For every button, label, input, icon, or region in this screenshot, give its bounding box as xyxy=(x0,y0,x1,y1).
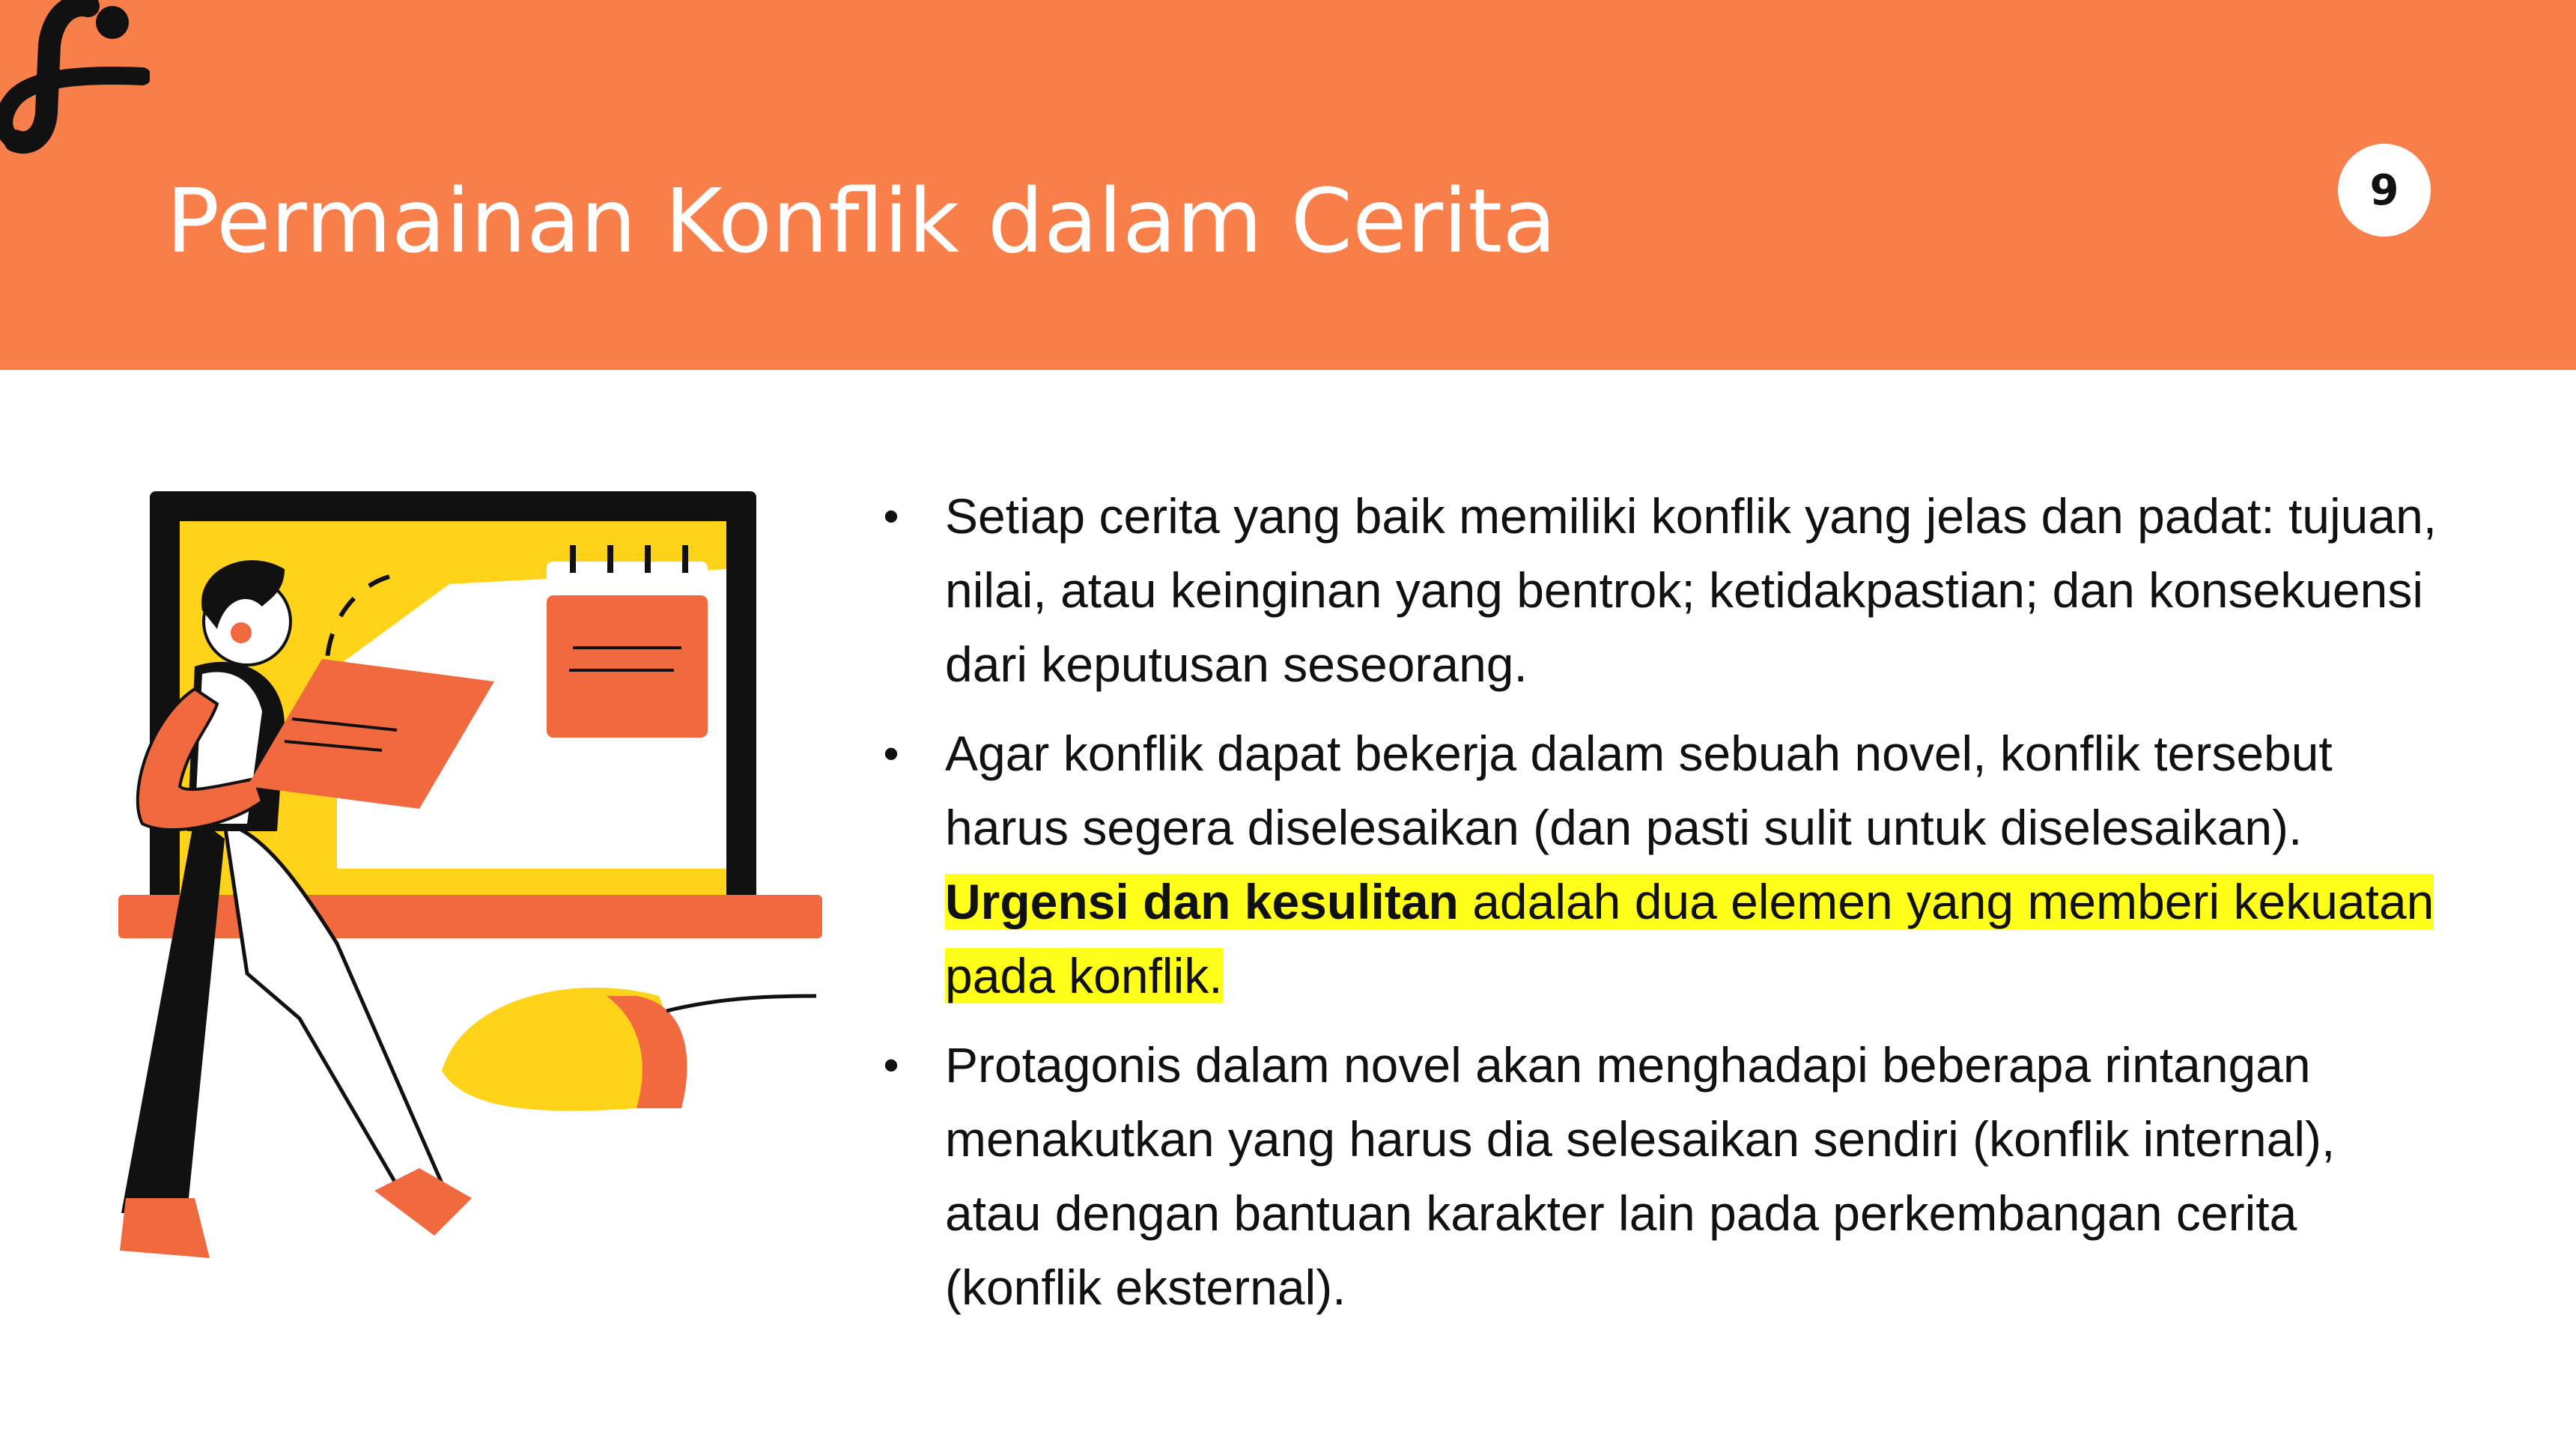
bullet-dot: • xyxy=(883,1040,899,1090)
bullet-text: Setiap cerita yang baik memiliki konflik yang jelas dan padat: tujuan, nilai, atau keinginan yang bentrok; ketidakpastian; dan konsekuensi dari keputusan seseorang. xyxy=(945,488,2437,692)
bullet-item-1 xyxy=(869,479,2441,702)
bullet-text: Agar konflik dapat bekerja dalam sebuah novel, konflik tersebut harus segera diselesaikan (dan pasti sulit untuk diselesaikan). xyxy=(945,726,2333,855)
f-swirl-logo-icon xyxy=(0,0,150,159)
highlighted-text xyxy=(945,874,2434,1003)
bullet-item-3 xyxy=(869,1028,2441,1325)
highlighted-rest-text: adalah dua elemen yang memberi kekuatan pada konflik. xyxy=(945,874,2434,1003)
person-presenting-board-illustration xyxy=(112,479,831,1273)
bullet-text: Protagonis dalam novel akan menghadapi beberapa rintangan menakutkan yang harus dia selesaikan sendiri (konflik internal), atau dengan bantuan karakter lain pada perkembangan cerita (konflik eksternal). xyxy=(945,1037,2336,1315)
bullet-item-2 xyxy=(869,717,2441,1013)
bullet-dot: • xyxy=(883,729,899,779)
page-number-badge: 9 xyxy=(2338,144,2431,237)
header-band xyxy=(0,0,2576,370)
slide-title: Permainan Konflik dalam Cerita xyxy=(166,169,1557,273)
highlighted-bold-text: Urgensi dan kesulitan xyxy=(945,874,1459,929)
bullet-dot: • xyxy=(883,491,899,541)
bullet-list xyxy=(869,479,2441,1340)
